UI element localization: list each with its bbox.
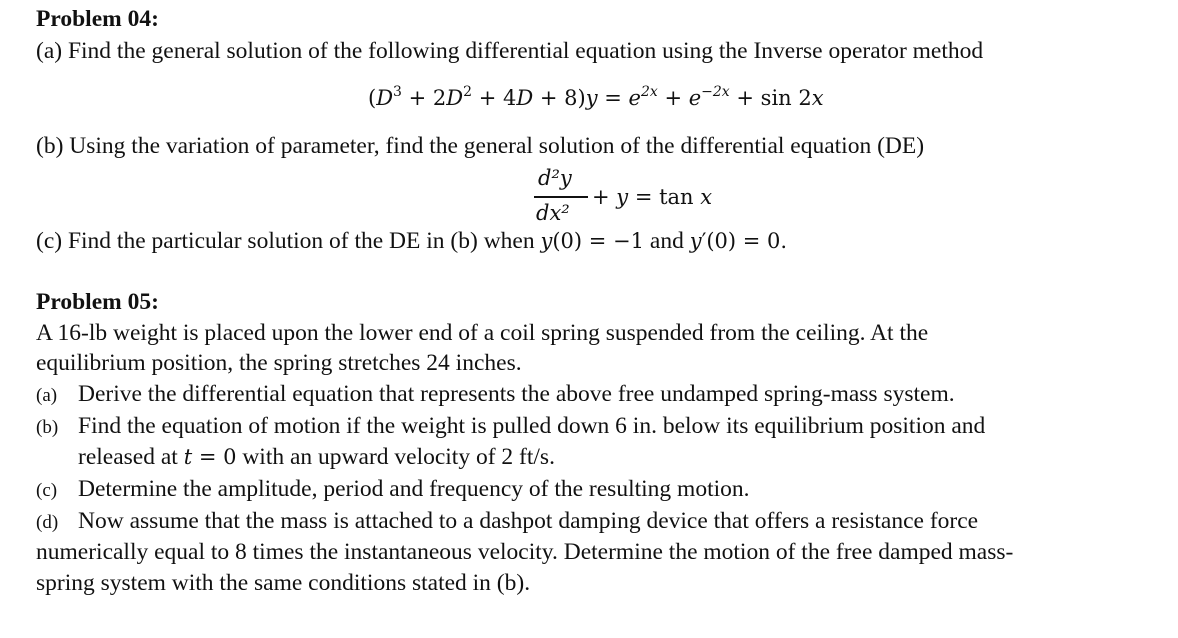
problem-04-part-b: (b) Using the variation of parameter, find the general solution of the differential equation (DE) bbox=[36, 133, 925, 159]
problem-05-part-b: (b) Find the equation of motion if the weight is pulled down 6 in. below its equilibrium position and bbox=[36, 413, 986, 439]
fraction-numerator: d²y bbox=[538, 166, 572, 190]
problem-05-part-c: (c) Determine the amplitude, period and frequency of the resulting motion. bbox=[36, 476, 750, 502]
problem-05-part-d: (d) Now assume that the mass is attached to a dashpot damping device that offers a resistance force bbox=[36, 508, 979, 534]
fraction-bar bbox=[534, 196, 588, 198]
problem-05-part-d-line2: numerically equal to 8 times the instantaneous velocity. Determine the motion of the free damped mass- bbox=[36, 539, 1014, 565]
problem-04-part-a: (a) Find the general solution of the following differential equation using the Inverse operator method bbox=[36, 38, 984, 64]
problem-05-heading: Problem 05: bbox=[36, 289, 159, 315]
problem-04-part-c: (c) Find the particular solution of the DE in (b) when y(0) = −1 and y′(0) = 0. bbox=[36, 228, 788, 254]
problem-05-intro-line1: A 16-lb weight is placed upon the lower end of a coil spring suspended from the ceiling. At the bbox=[36, 320, 929, 346]
equation-a: $(D^3 + 2D^2 + 4D + 8)y = e^{2x} + e^{-2x} + \sin 2x$ bbox=[368, 84, 824, 110]
problem-05-part-b-line2: released at t = 0 with an upward velocity of 2 ft/s. bbox=[78, 444, 555, 470]
problem-04-heading: Problem 04: bbox=[36, 6, 159, 32]
problem-05-part-a: (a) Derive the differential equation that represents the above free undamped spring-mass system. bbox=[36, 381, 955, 407]
equation-b-rest: + y = tan x bbox=[592, 185, 713, 209]
problem-05-intro-line2: equilibrium position, the spring stretches 24 inches. bbox=[36, 350, 522, 376]
problem-05-part-d-line3: spring system with the same conditions stated in (b). bbox=[36, 570, 531, 596]
fraction-denominator: dx² bbox=[536, 201, 570, 225]
